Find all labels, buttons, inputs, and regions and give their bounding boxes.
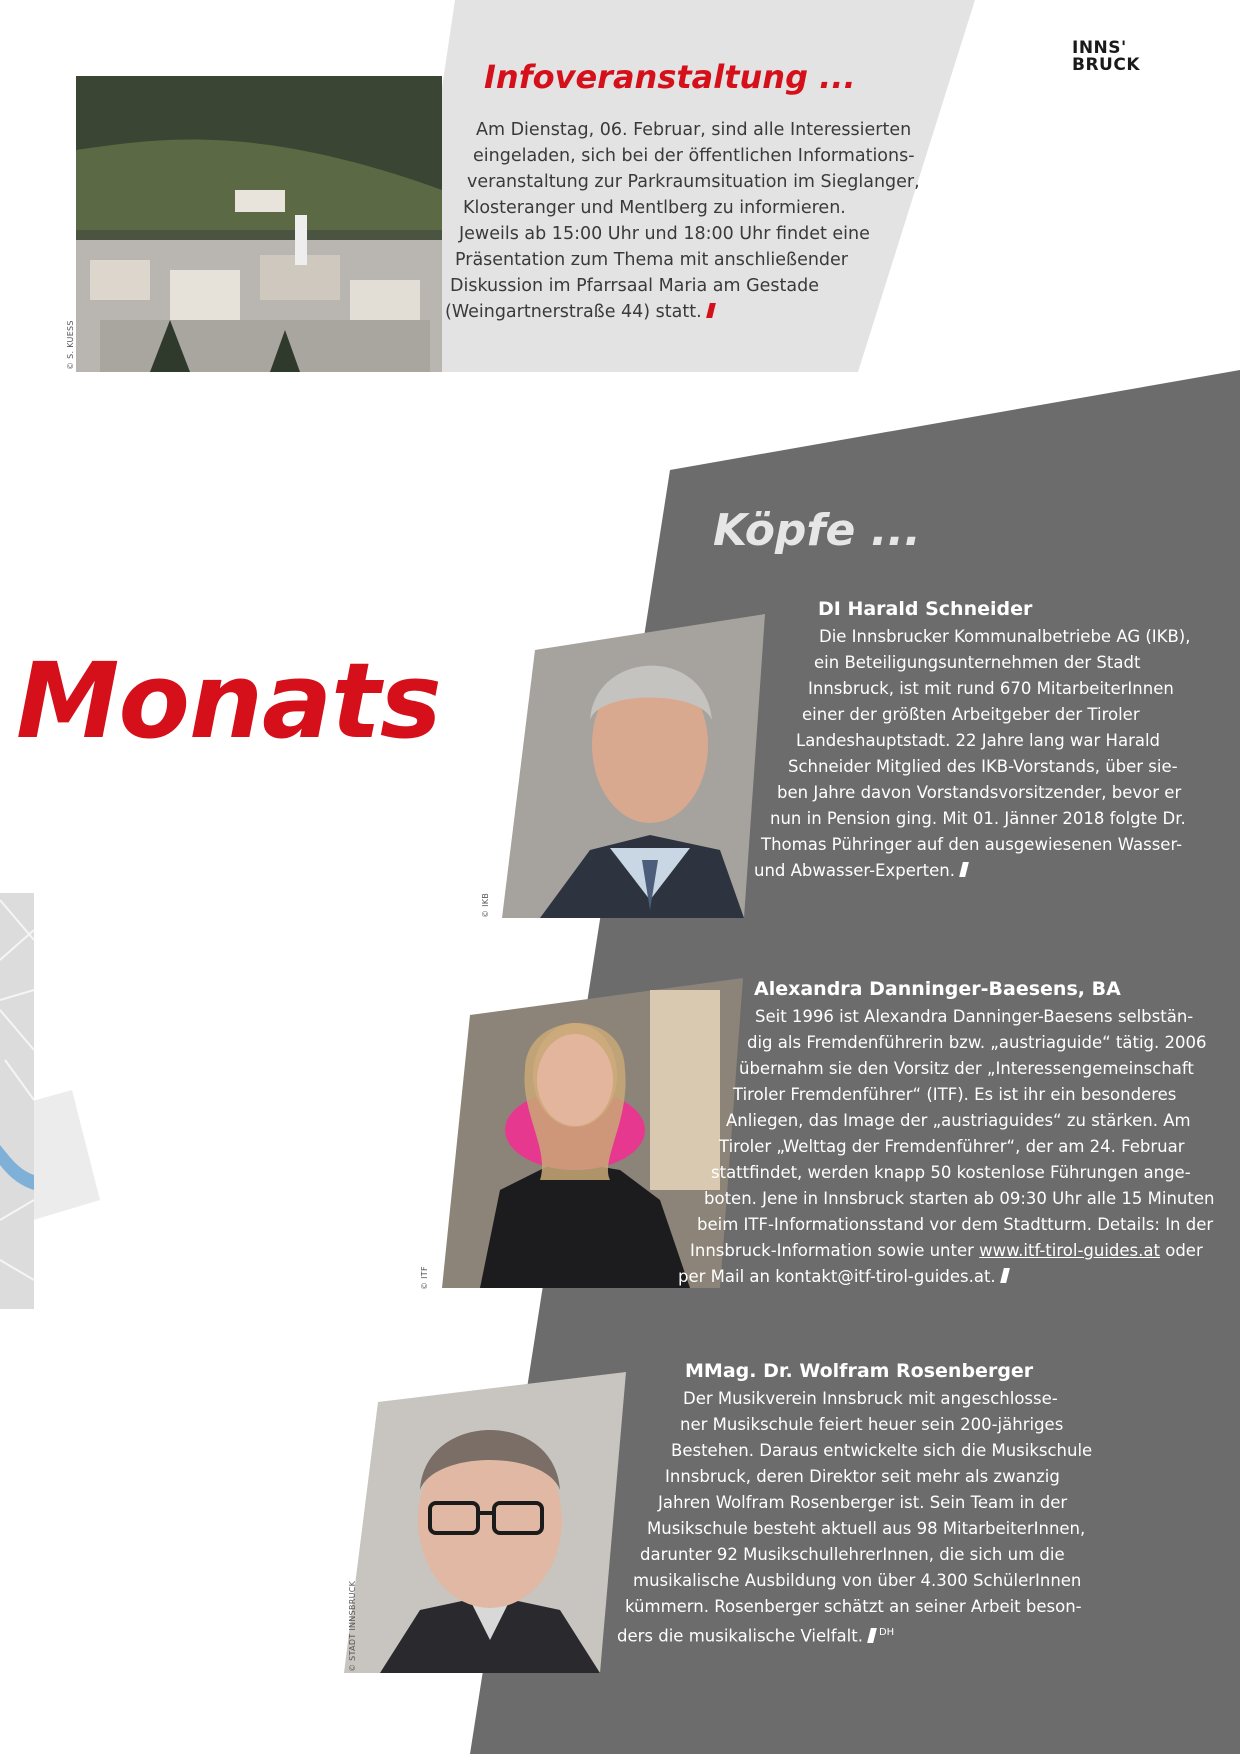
photo-credit: © ITF (420, 1266, 429, 1290)
info-title: Infoveranstaltung ... (484, 58, 856, 96)
photo-credit: © STADT INNSBRUCK (348, 1580, 357, 1672)
person-name: DI Harald Schneider (818, 598, 1033, 620)
harald-schneider-photo (502, 614, 765, 918)
itf-website-link[interactable]: www.itf-tirol-guides.at (979, 1241, 1160, 1260)
koepfe-heading: Köpfe ... (713, 505, 921, 556)
info-landscape-photo (76, 76, 442, 372)
person-name: MMag. Dr. Wolfram Rosenberger (685, 1360, 1034, 1382)
author-initials: DH (878, 1627, 895, 1638)
wolfram-rosenberger-photo (344, 1372, 626, 1673)
person-name: Alexandra Danninger-Baesens, BA (754, 978, 1121, 1000)
info-photo-credit: © S. KUESS (66, 320, 75, 370)
photo-credit: © IKB (481, 892, 490, 918)
innsbruck-logo: INNS' BRUCK (1072, 38, 1141, 75)
monats-heading: Monats (16, 640, 441, 762)
